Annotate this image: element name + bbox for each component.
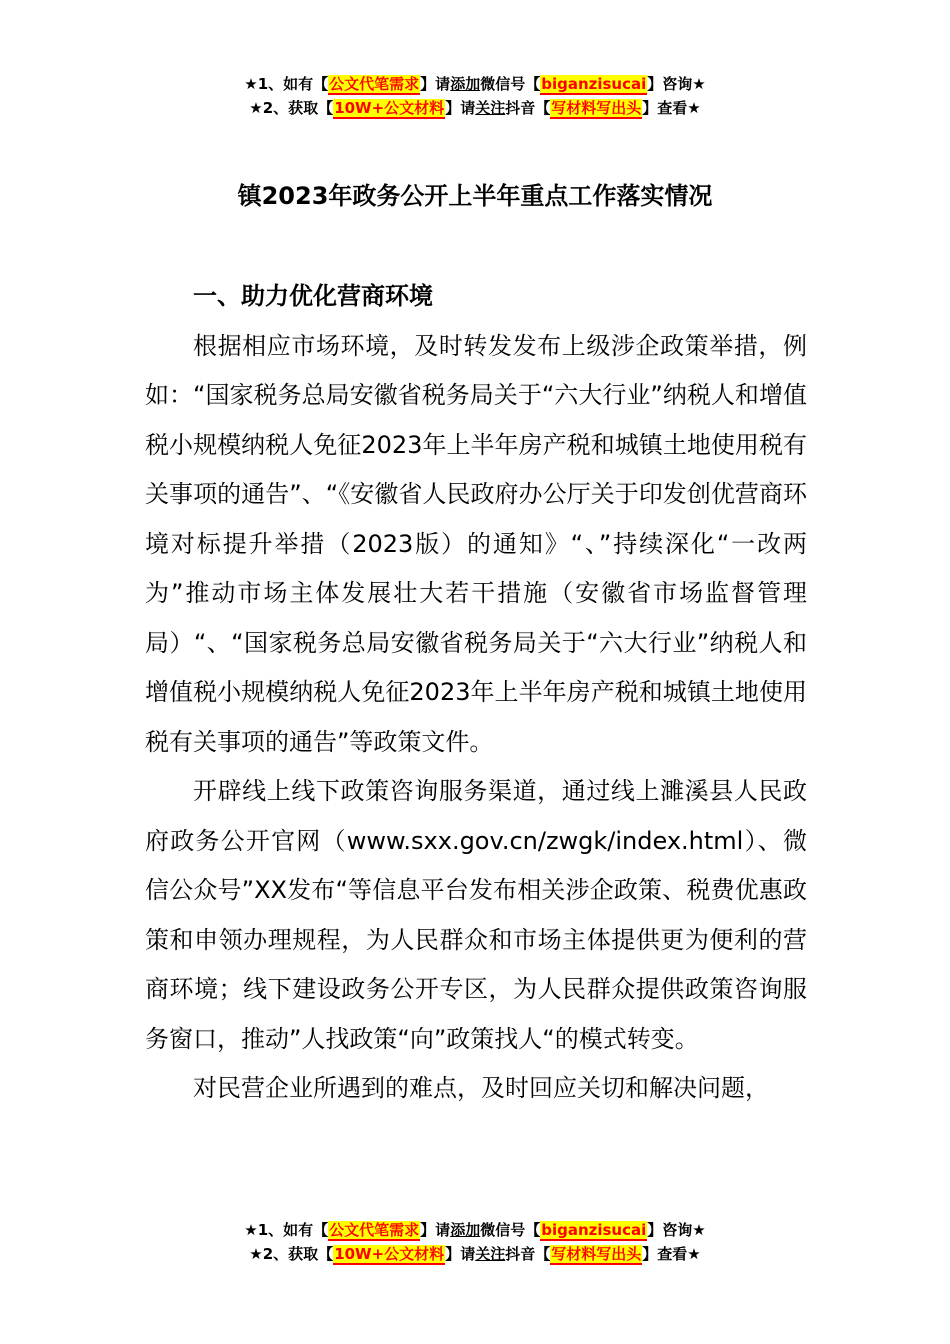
banner-line-2 bbox=[0, 96, 950, 120]
banner-text: ★1、如有【 bbox=[244, 75, 329, 93]
document-title: 镇2023年政务公开上半年重点工作落实情况 bbox=[237, 182, 713, 210]
banner-text: 微信号【 bbox=[480, 75, 541, 93]
document-body bbox=[145, 272, 807, 1114]
banner-highlight: biganzisucai bbox=[541, 75, 647, 93]
banner-line-1 bbox=[0, 1218, 950, 1242]
banner-highlight: 写材料写出头 bbox=[551, 99, 642, 117]
header-banner bbox=[0, 72, 950, 120]
section-heading: 一、助力优化营商环境 bbox=[193, 282, 433, 310]
banner-text: ★2、获取【 bbox=[249, 1245, 334, 1263]
banner-text: ★2、获取【 bbox=[249, 99, 334, 117]
banner-underline: 添加 bbox=[450, 75, 481, 93]
banner-underline: 添加 bbox=[450, 1221, 481, 1239]
banner-text: 】查看★ bbox=[642, 1245, 701, 1263]
banner-text: 】请 bbox=[420, 1221, 451, 1239]
banner-text: 】请 bbox=[445, 99, 476, 117]
banner-text: 微信号【 bbox=[480, 1221, 541, 1239]
paragraph: 根据相应市场环境，及时转发发布上级涉企政策举措，例如：“国家税务总局安徽省税务局关于“六大行业”纳税人和增值税小规模纳税人免征2023年上半年房产税和城镇土地使用税有关事项的通告”、“《安徽省人民政府办公厅关于印发创优营商环境对标提升举措（2023版）的通知》“、”持续深化“一改两为”推动市场主体发展壮大若干措施（安徽省市场监督管理局）“、“国家税务总局安徽省税务局关于“六大行业”纳税人和增值税小规模纳税人免征2023年上半年房产税和城镇土地使用税有关事项的通告”等政策文件。 bbox=[145, 331, 807, 756]
banner-text: 】请 bbox=[445, 1245, 476, 1263]
banner-highlight: 公文代笔需求 bbox=[329, 1221, 420, 1239]
banner-text: 抖音【 bbox=[505, 1245, 551, 1263]
banner-highlight: 写材料写出头 bbox=[551, 1245, 642, 1263]
banner-line-2 bbox=[0, 1242, 950, 1266]
banner-text: 抖音【 bbox=[505, 99, 551, 117]
banner-line-1 bbox=[0, 72, 950, 96]
banner-highlight: biganzisucai bbox=[541, 1221, 647, 1239]
footer-banner bbox=[0, 1218, 950, 1266]
banner-underline: 关注 bbox=[475, 1245, 506, 1263]
banner-text: 】咨询★ bbox=[647, 75, 706, 93]
paragraph: 开辟线上线下政策咨询服务渠道，通过线上濉溪县人民政府政务公开官网（www.sxx.gov.cn/zwgk/index.html）、微信公众号”XX发布“等信息平台发布相关涉企政策、税费优惠政策和申领办理规程，为人民群众和市场主体提供更为便利的营商环境；线下建设政务公开专区，为人民群众提供政策咨询服务窗口，推动”人找政策“向”政策找人“的模式转变。 bbox=[145, 777, 807, 1053]
banner-text: 】咨询★ bbox=[647, 1221, 706, 1239]
banner-text: 】请 bbox=[420, 75, 451, 93]
banner-highlight: 10W+公文材料 bbox=[334, 1245, 445, 1263]
banner-highlight: 公文代笔需求 bbox=[329, 75, 420, 93]
banner-underline: 关注 bbox=[475, 99, 506, 117]
paragraph: 对民营企业所遇到的难点，及时回应关切和解决问题， bbox=[193, 1074, 769, 1102]
banner-text: 】查看★ bbox=[642, 99, 701, 117]
banner-text: ★1、如有【 bbox=[244, 1221, 329, 1239]
banner-highlight: 10W+公文材料 bbox=[334, 99, 445, 117]
